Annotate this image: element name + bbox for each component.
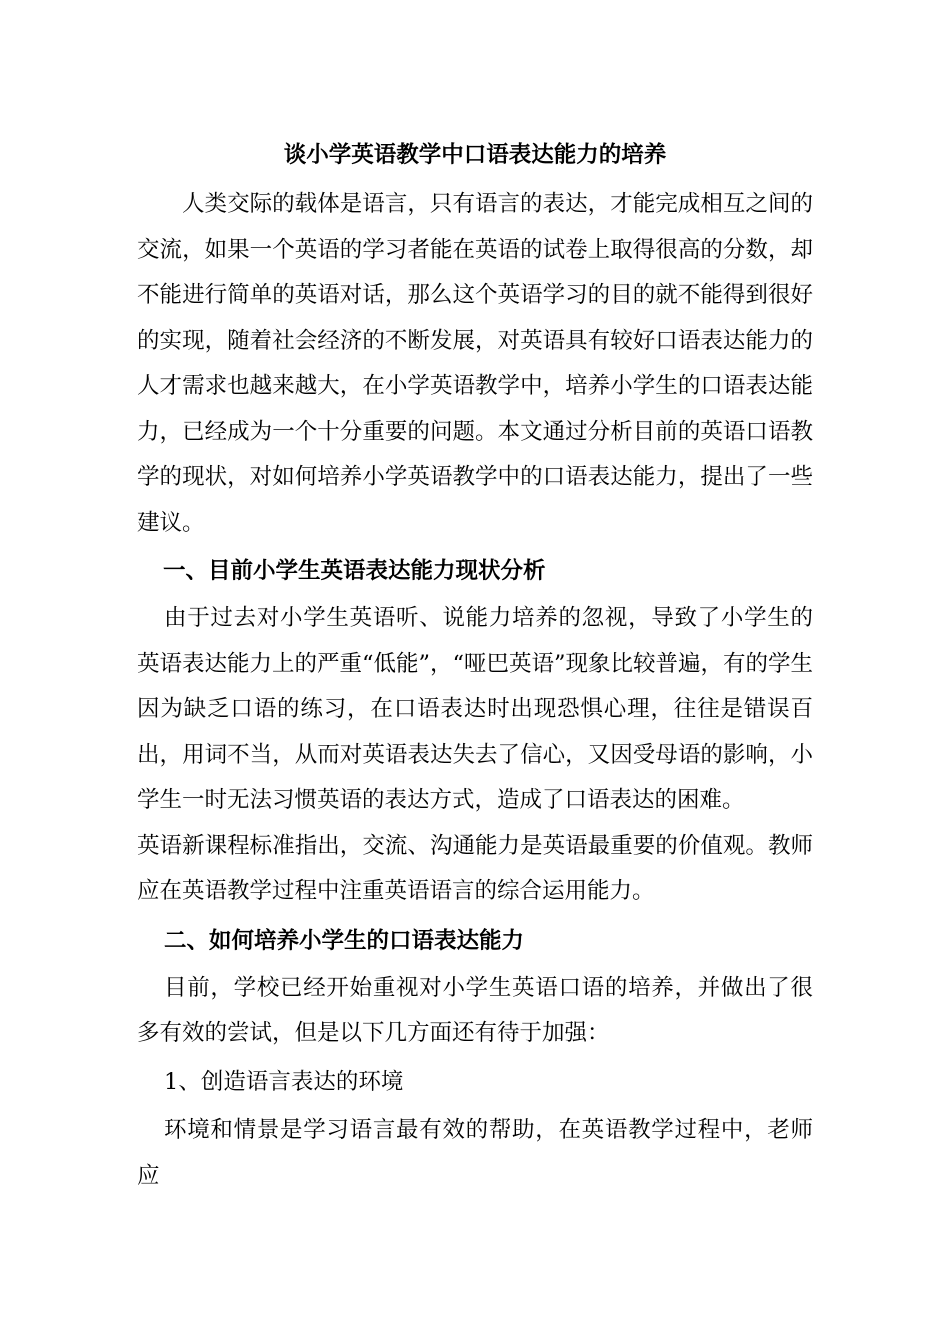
section-2-paragraph-2: 环境和情景是学习语言最有效的帮助，在英语教学过程中，老师应 <box>137 1117 813 1189</box>
section-1-paragraph-2: 英语新课程标准指出，交流、沟通能力是英语最重要的价值观。教师应在英语教学过程中注重英语语言的综合运用能力。 <box>137 832 813 904</box>
document-title: 谈小学英语教学中口语表达能力的培养 <box>283 142 667 168</box>
section-2-heading: 二、如何培养小学生的口语表达能力 <box>164 927 525 954</box>
section-1-paragraph-1: 由于过去对小学生英语听、说能力培养的忽视，导致了小学生的英语表达能力上的严重“低能”，“哑巴英语”现象比较普遍，有的学生因为缺乏口语的练习，在口语表达时出现恐惧心理，往往是错误百出，用词不当，从而对英语表达失去了信心，又因受母语的影响，小学生一时无法习惯英语的表达方式，造成了口语表达的困难。 <box>137 605 814 813</box>
section-2-paragraph-1: 目前，学校已经开始重视对小学生英语口语的培养，并做出了很多有效的尝试，但是以下几方面还有待于加强： <box>137 974 813 1046</box>
section-1-heading: 一、目前小学生英语表达能力现状分析 <box>163 558 546 584</box>
section-2-subheading-1: 1、创造语言表达的环境 <box>164 1068 404 1095</box>
intro-paragraph: 人类交际的载体是语言，只有语言的表达，才能完成相互之间的交流，如果一个英语的学习者能在英语的试卷上取得很高的分数，却不能进行简单的英语对话，那么这个英语学习的目的就不能得到很好的实现，随着社会经济的不断发展，对英语具有较好口语表达能力的人才需求也越来越大，在小学英语教学中，培养小学生的口语表达能力，已经成为一个十分重要的问题。本文通过分析目前的英语口语教学的现状，对如何培养小学英语教学中的口语表达能力，提出了一些建议。 <box>137 191 813 536</box>
document-page <box>137 132 813 1199</box>
